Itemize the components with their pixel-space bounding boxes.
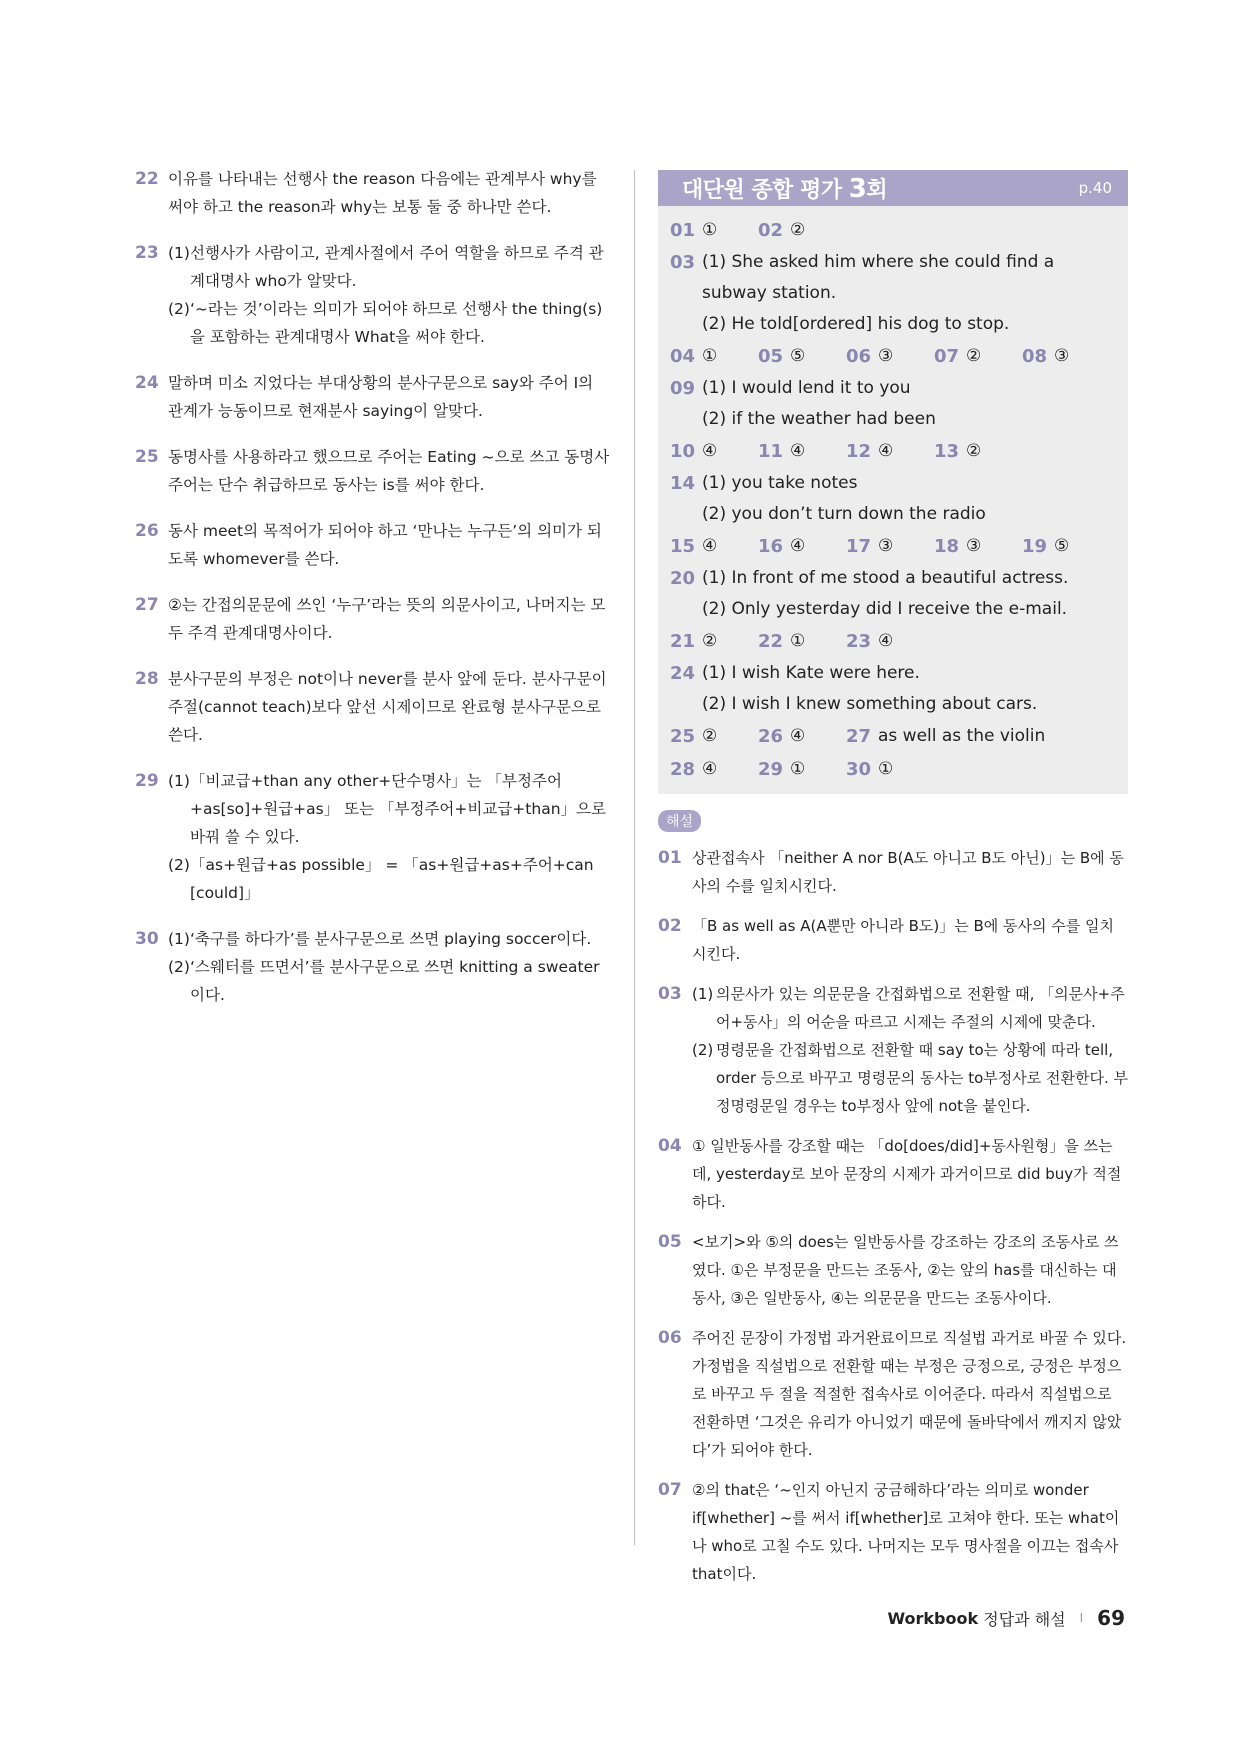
sub-tag: (1) xyxy=(168,244,190,262)
answer-item-14: 14 (1) you take notes (2) you don’t turn down the radio xyxy=(670,473,986,524)
item-text: 말하며 미소 지었다는 부대상황의 분사구문으로 say와 주어 I의 관계가 능동이므로 현재분사 saying이 알맞다. xyxy=(168,374,594,420)
item-text: 동사 meet의 목적어가 되어야 하고 ‘만나는 누구든’의 의미가 되도록 whomever를 쓴다. xyxy=(168,522,602,568)
answer-row: 21 ② 22 ① 23 ④ xyxy=(670,631,894,652)
right-column xyxy=(658,170,1128,1588)
item-text: ②는 간접의문문에 쓰인 ‘누구’라는 뜻의 의문사이고, 나머지는 모두 주격 관계대명사이다. xyxy=(168,596,606,642)
answer-item-25 xyxy=(135,443,610,499)
answer-item-28 xyxy=(135,665,610,749)
sub-text: ‘~라는 것’이라는 의미가 되어야 하므로 선행사 the thing(s)을 포함하는 관계대명사 What을 써야 한다. xyxy=(190,300,603,346)
answer-item-29 xyxy=(135,767,610,907)
item-number: 25 xyxy=(135,447,159,467)
item-number: 23 xyxy=(135,243,159,263)
item-text: 이유를 나타내는 선행사 the reason 다음에는 관계부사 why를 써야 하고 the reason과 why는 보통 둘 중 하나만 쓴다. xyxy=(168,170,597,216)
answer-item-26 xyxy=(135,517,610,573)
answer-item-09: 09 (1) I would lend it to you (2) if the weather had been xyxy=(670,378,936,429)
sub-tag: (1) xyxy=(168,930,190,948)
sub-text: 선행사가 사람이고, 관계사절에서 주어 역할을 하므로 주격 관계대명사 who가 알맞다. xyxy=(190,244,604,290)
sub-text: 「비교급+than any other+단수명사」는 「부정주어+as[so]+원급+as」 또는 「부정주어+비교급+than」으로 바꿔 쓸 수 있다. xyxy=(190,772,606,846)
answer-item-22 xyxy=(135,165,610,221)
explanation-item-05: 05 <보기>와 ⑤의 does는 일반동사를 강조하는 강조의 조동사로 쓰였다. ①은 부정문을 만드는 조동사, ②는 앞의 has를 대신하는 대동사, ③은 일반동사, ④는 의문문을 만드는 조동사이다. xyxy=(658,1232,1119,1307)
column-divider xyxy=(634,170,635,1545)
left-column xyxy=(135,165,610,1027)
answer-row: 01 ① 02 ② xyxy=(670,220,806,241)
item-text: 분사구문의 부정은 not이나 never를 분사 앞에 둔다. 분사구문이 주절(cannot teach)보다 앞선 시제이므로 완료형 분사구문으로 쓴다. xyxy=(168,670,607,744)
sub-text: ‘스웨터를 뜨면서’를 분사구문으로 쓰면 knitting a sweater이다. xyxy=(190,958,600,1004)
answer-item-27 xyxy=(135,591,610,647)
item-number: 27 xyxy=(135,595,159,615)
sub-tag: (2) xyxy=(168,958,190,976)
sub-tag: (2) xyxy=(168,300,190,318)
explanation-item-07: 07 ②의 that은 ‘~인지 아닌지 궁금해하다’라는 의미로 wonder if[whether] ~를 써서 if[whether]로 고쳐야 한다. 또는 what이나 who로 고칠 수도 있다. 나머지는 모두 명사절을 이끄는 접속사 that이다. xyxy=(658,1480,1120,1583)
sub-text: 「as+원급+as possible」 = 「as+원급+as+주어+can [could]」 xyxy=(190,856,594,902)
item-number: 26 xyxy=(135,521,159,541)
page-footer xyxy=(887,1606,1125,1630)
answer-row: 15 ④ 16 ④ 17 ③ 18 ③ 19 ⑤ xyxy=(670,536,1070,557)
answer-item-20: 20 (1) In front of me stood a beautiful actress. (2) Only yesterday did I receive the e-mail. xyxy=(670,568,1069,619)
sub-text: ‘축구를 하다가’를 분사구문으로 쓰면 playing soccer이다. xyxy=(190,930,592,948)
answer-row: 04 ① 05 ⑤ 06 ③ 07 ② 08 ③ xyxy=(670,346,1070,367)
answer-row: 28 ④ 29 ① 30 ① xyxy=(670,759,894,780)
explanation-item-01: 01 상관접속사 「neither A nor B(A도 아니고 B도 아닌)」는 B에 동사의 수를 일치시킨다. xyxy=(658,848,1124,895)
answer-key-box xyxy=(658,206,1128,794)
item-number: 22 xyxy=(135,169,159,189)
footer-separator: I xyxy=(1079,1611,1084,1625)
item-number: 28 xyxy=(135,669,159,689)
explanation-item-02: 02 「B as well as A(A뿐만 아니라 B도)」는 B에 동사의 수를 일치시킨다. xyxy=(658,916,1114,963)
sub-tag: (2) xyxy=(168,856,190,874)
answer-item-24: 24 (1) I wish Kate were here. (2) I wish I knew something about cars. xyxy=(670,663,1038,714)
item-number: 30 xyxy=(135,929,159,949)
section-title: 대단원 종합 평가 3회 xyxy=(682,174,888,204)
explanation-item-06: 06 주어진 문장이 가정법 과거완료이므로 직설법 과거로 바꿀 수 있다. 가정법을 직설법으로 전환할 때는 부정은 긍정으로, 긍정은 부정으로 바꾸고 두 절을 적절한 접속사로 이어준다. 따라서 직설법으로 전환하면 ‘그것은 유리가 아니었기 때문에 돌바닥에서 깨지지 않았다’가 되어야 한다. xyxy=(658,1328,1127,1459)
item-text: 동명사를 사용하라고 했으므로 주어는 Eating ~으로 쓰고 동명사 주어는 단수 취급하므로 동사는 is를 써야 한다. xyxy=(168,448,610,494)
answer-item-30 xyxy=(135,925,610,1009)
page-number: 69 xyxy=(1097,1606,1125,1630)
answer-item-03: 03 (1) She asked him where she could find a subway station. (2) He told[ordered] his dog to stop. xyxy=(670,252,1055,334)
item-number: 29 xyxy=(135,771,159,791)
answer-item-24 xyxy=(135,369,610,425)
footer-book-title: Workbook xyxy=(887,1608,979,1628)
answer-row: 25 ② 26 ④ 27 as well as the violin xyxy=(670,726,1046,747)
section-title-bar xyxy=(658,170,1128,206)
explanation-item-04: 04 ① 일반동사를 강조할 때는 「do[does/did]+동사원형」을 쓰는데, yesterday로 보아 문장의 시제가 과거이므로 did buy가 적절하다. xyxy=(658,1136,1122,1211)
explanation-item-03: 03 (1) 의문사가 있는 의문문을 간접화법으로 전환할 때, 「의문사+주어+동사」의 어순을 따르고 시제는 주절의 시제에 맞춘다. (2) 명령문을 간접화법으로 전환할 때 say to는 상황에 따라 tell, order 등으로 바꾸고 명령문의 동사는 to부정사로 전환한다. 부정명령문일 경우는 to부정사 앞에 not을 붙인다. xyxy=(658,984,1128,1115)
sub-tag: (1) xyxy=(168,772,190,790)
answer-row: 10 ④ 11 ④ 12 ④ 13 ② xyxy=(670,441,982,462)
answer-item-23 xyxy=(135,239,610,351)
explanation-label: 해설 xyxy=(658,810,701,832)
item-number: 24 xyxy=(135,373,159,393)
page-reference: p.40 xyxy=(1078,179,1112,197)
footer-label: 정답과 해설 xyxy=(983,1609,1066,1629)
